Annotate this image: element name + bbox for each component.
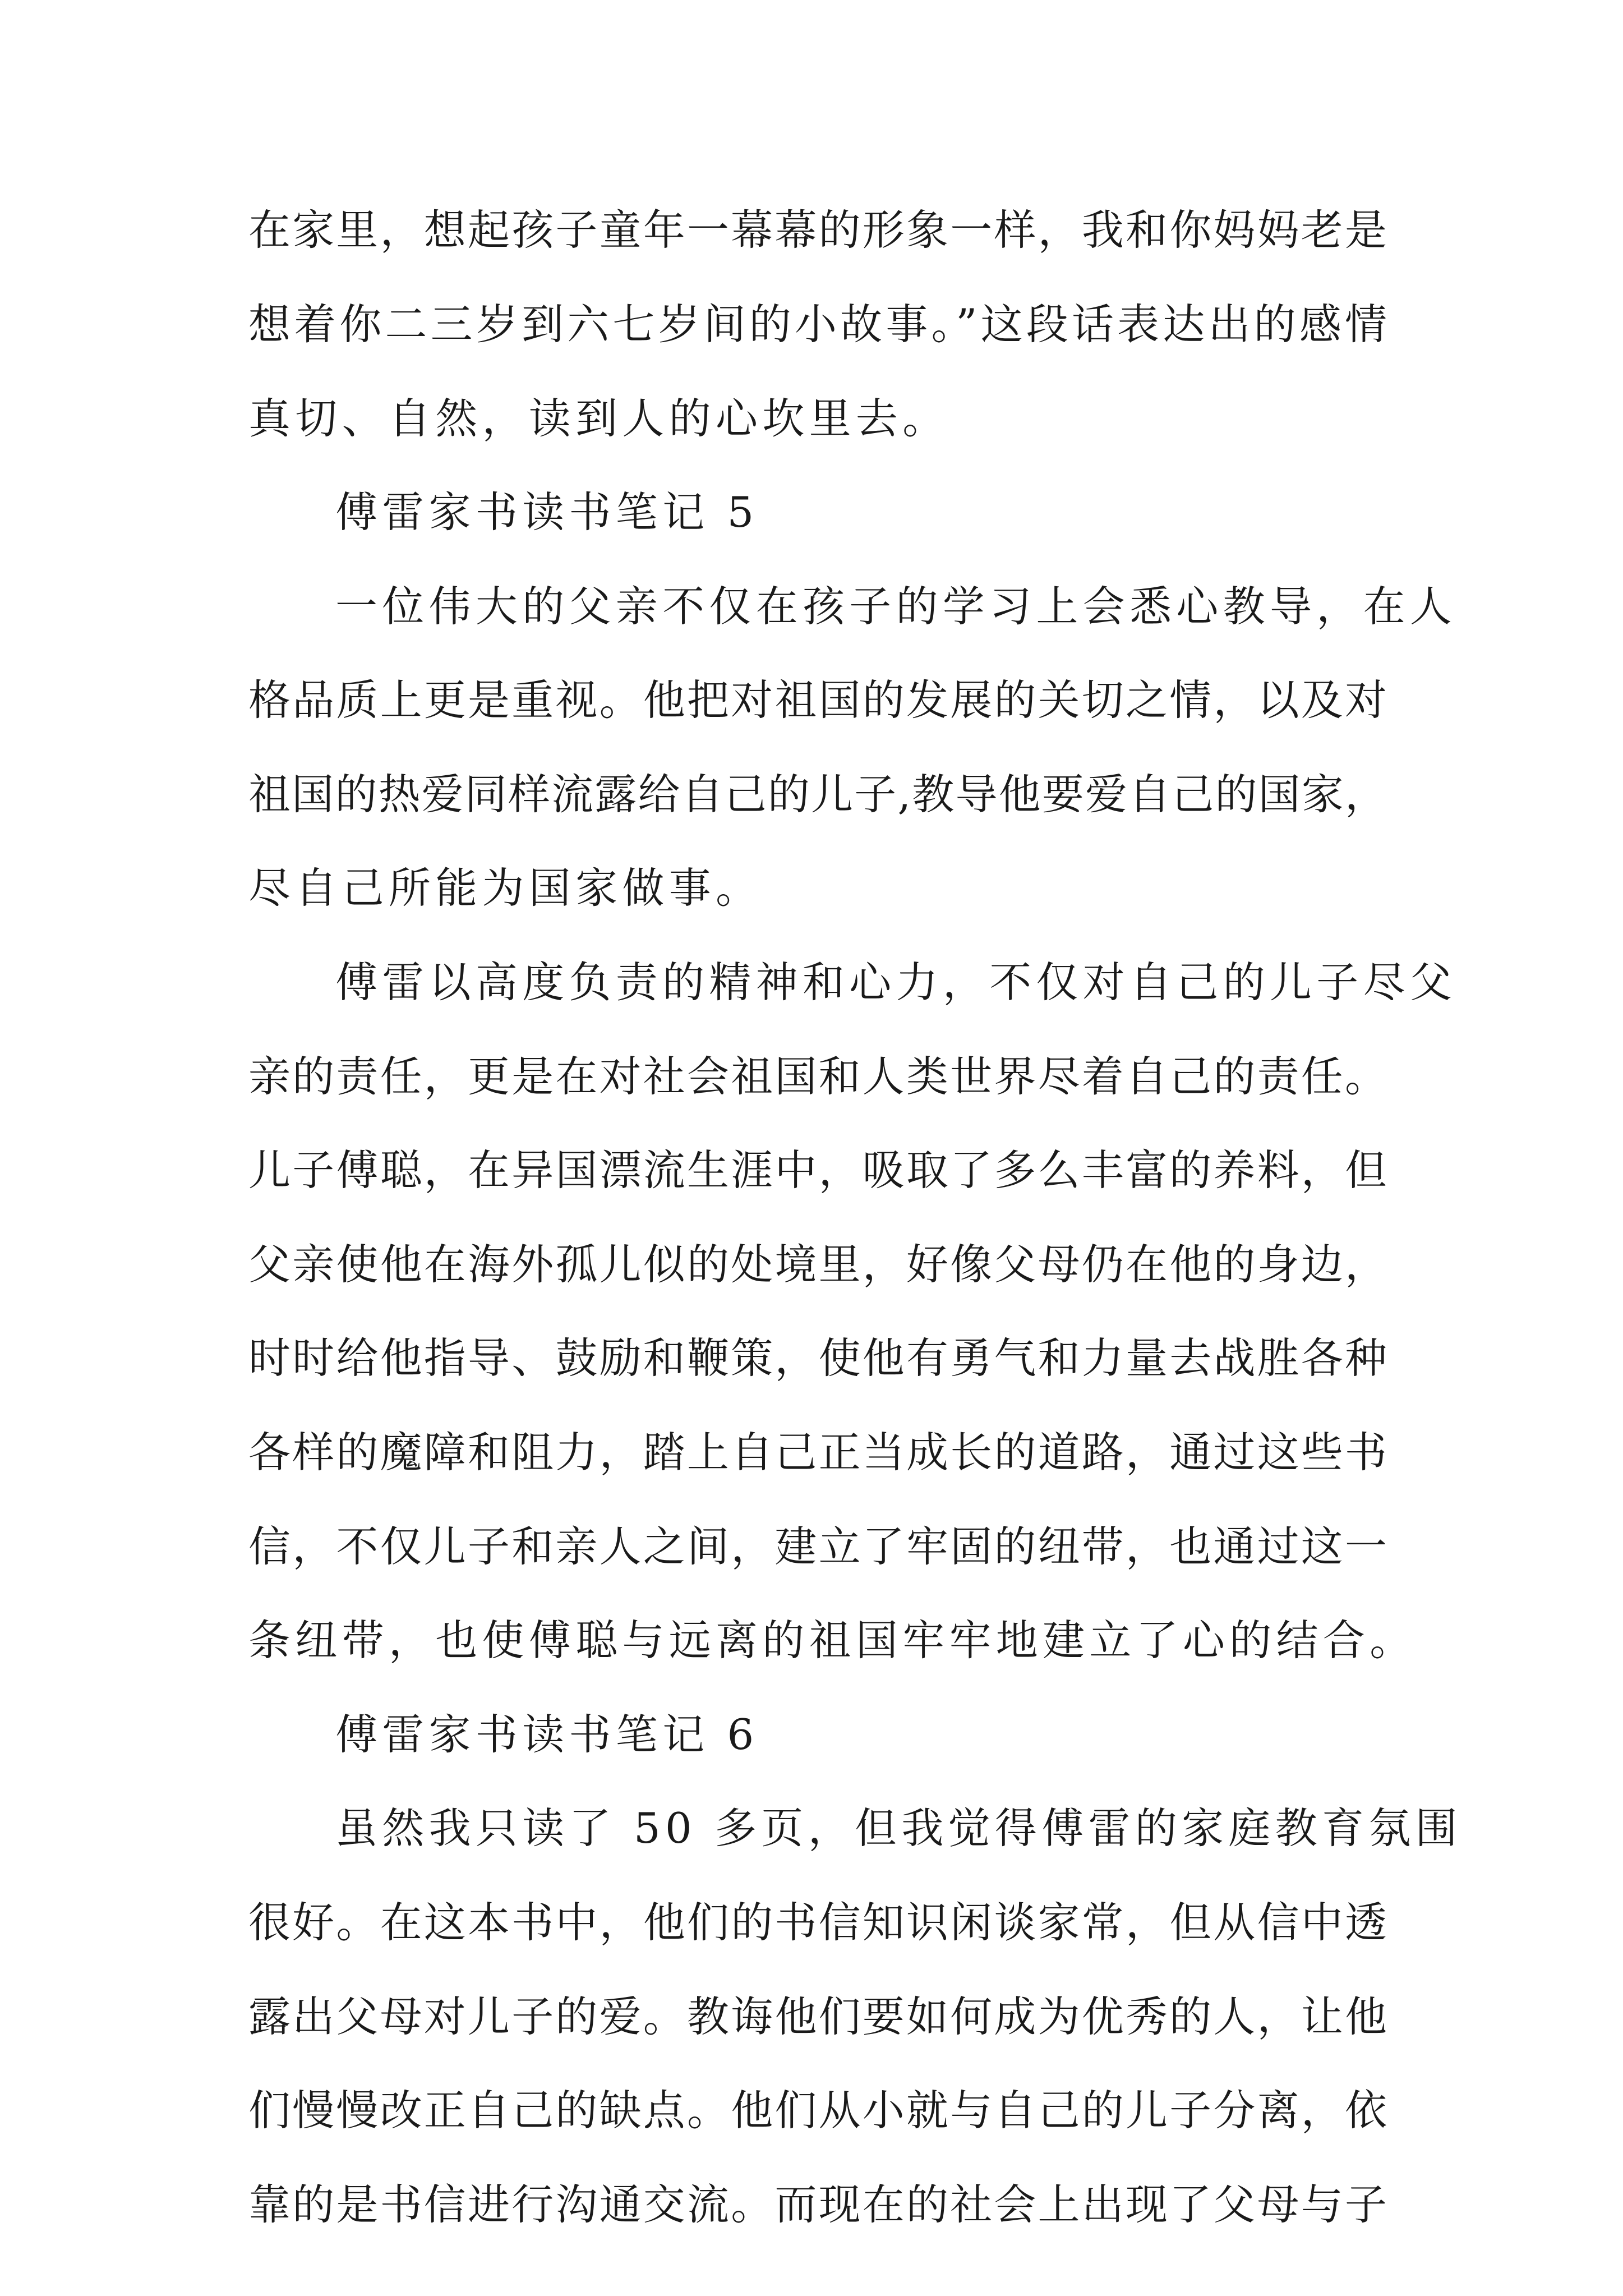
text-line: 亲的责任，更是在对社会祖国和人类世界尽着自己的责任。 (248, 1052, 1387, 1101)
text-line: 虽然我只读了 50 多页，但我觉得傅雷的家庭教育氛围 (335, 1803, 1462, 1853)
text-line: 儿子傅聪，在异国漂流生涯中，吸取了多么丰富的养料，但 (248, 1145, 1387, 1195)
text-line: 各样的魔障和阻力，踏上自己正当成长的道路，通过这些书 (248, 1428, 1387, 1477)
text-line: 格品质上更是重视。他把对祖国的发展的关切之情，以及对 (248, 675, 1387, 725)
text-line: 真切、自然，读到人的心坎里去。 (248, 394, 949, 443)
text-line: 靠的是书信进行沟通交流。而现在的社会上出现了父母与子 (248, 2180, 1387, 2229)
text-line: 在家里，想起孩子童年一幕幕的形象一样，我和你妈妈老是 (248, 205, 1387, 255)
text-line: 信，不仅儿子和亲人之间，建立了牢固的纽带，也通过这一 (248, 1522, 1387, 1571)
text-line: 条纽带，也使傅聪与远离的祖国牢牢地建立了心的结合。 (248, 1616, 1417, 1665)
text-line: 露出父母对儿子的爱。教诲他们要如何成为优秀的人，让他 (248, 1992, 1387, 2041)
text-line: 很好。在这本书中，他们的书信知识闲谈家常，但从信中透 (248, 1898, 1387, 1947)
text-line: 时时给他指导、鼓励和鞭策，使他有勇气和力量去战胜各种 (248, 1333, 1387, 1383)
text-line: 尽自己所能为国家做事。 (248, 863, 763, 913)
section-heading: 傅雷家书读书笔记 5 (335, 487, 759, 537)
text-line: 一位伟大的父亲不仅在孩子的学习上会悉心教导，在人 (335, 582, 1457, 631)
text-line: 傅雷以高度负责的精神和心力，不仅对自己的儿子尽父 (335, 958, 1457, 1007)
text-line: 父亲使他在海外孤儿似的处境里，好像父母仍在他的身边， (248, 1240, 1387, 1289)
text-line: 想着你二三岁到六七岁间的小故事。”这段话表达出的感情 (248, 300, 1387, 349)
text-line: 们慢慢改正自己的缺点。他们从小就与自己的儿子分离，依 (248, 2086, 1387, 2135)
section-heading: 傅雷家书读书笔记 6 (335, 1710, 759, 1759)
text-line: 祖国的热爱同样流露给自己的儿子,教导他要爱自己的国家， (248, 770, 1387, 819)
